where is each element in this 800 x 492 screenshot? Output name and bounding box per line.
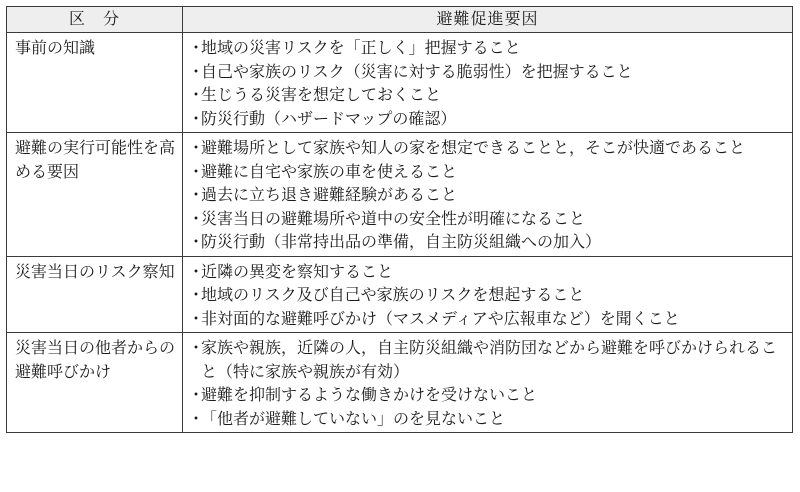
table-row [7,133,793,257]
list-item-text: 生じうる災害を想定しておくこと [201,85,442,104]
list-item [186,107,784,131]
bullet-icon: ・ [188,338,205,357]
bullet-icon: ・ [188,261,205,281]
list-item-text: 避難に自宅や家族の車を使えること [201,161,458,181]
list-item-text: 災害当日の避難場所や道中の安全性が明確になること [201,208,586,228]
list-item-text: 避難場所として家族や知人の家を想定できることと，そこが快適であること [201,138,746,157]
bullet-icon: ・ [188,85,205,104]
list-item-text: 防災行動（非常持出品の準備，自主防災組織への加入） [201,232,602,251]
row-items [183,333,793,433]
list-item-text: 地域の災害リスクを「正しく」把握すること [201,38,521,57]
row-items [183,33,793,133]
list-item-text: 近隣の異変を察知すること [201,261,394,281]
table-row [7,256,793,333]
list-item [186,36,784,60]
table-row [7,333,793,433]
list-item [186,260,784,284]
header-category: 区 分 [7,7,183,33]
row-category: 避難の実行可能性を高める要因 [7,133,183,257]
list-item [186,60,784,84]
bullet-icon: ・ [188,38,205,57]
list-item-text: 避難を抑制するような働きかけを受けないこと [201,385,538,404]
bullet-list [186,36,784,130]
bullet-icon: ・ [188,308,205,328]
list-item [186,207,784,231]
list-item-text: 非対面的な避難呼びかけ（マスメディアや広報車など）を聞くこと [201,308,680,328]
bullet-icon: ・ [188,385,205,404]
evacuation-factors-table [6,6,793,433]
list-item-text: 「他者が避難していない」のを見ないこと [201,408,506,428]
bullet-list [186,260,784,331]
list-item [186,160,784,184]
header-factors: 避難促進要因 [183,7,793,33]
table-row [7,33,793,133]
list-item-text: 家族や親族，近隣の人，自主防災組織や消防団などから避難を呼びかけられること（特に家族や親族が有効） [201,338,778,381]
list-item [186,136,784,160]
row-category: 災害当日の他者からの避難呼びかけ [7,333,183,433]
list-item-text: 過去に立ち退き避難経験があること [201,185,458,204]
list-item-text: 防災行動（ハザードマップの確認） [201,108,457,128]
bullet-icon: ・ [188,232,205,251]
list-item [186,283,784,307]
row-category: 事前の知識 [7,33,183,133]
list-item [186,183,784,207]
bullet-icon: ・ [188,61,205,81]
list-item [186,230,784,254]
bullet-list [186,336,784,430]
bullet-icon: ・ [188,185,205,204]
bullet-icon: ・ [188,408,205,428]
list-item [186,407,784,431]
list-item [186,307,784,331]
bullet-icon: ・ [188,138,205,157]
list-item [186,336,784,383]
bullet-list [186,136,784,254]
row-category: 災害当日のリスク察知 [7,256,183,333]
row-items [183,133,793,257]
header-row [7,7,793,33]
list-item [186,83,784,107]
list-item-text: 地域のリスク及び自己や家族のリスクを想起すること [201,285,585,304]
bullet-icon: ・ [188,161,205,181]
bullet-icon: ・ [188,285,205,304]
list-item-text: 自己や家族のリスク（災害に対する脆弱性）を把握すること [201,61,633,81]
row-items [183,256,793,333]
bullet-icon: ・ [188,208,205,228]
bullet-icon: ・ [188,108,205,128]
list-item [186,383,784,407]
